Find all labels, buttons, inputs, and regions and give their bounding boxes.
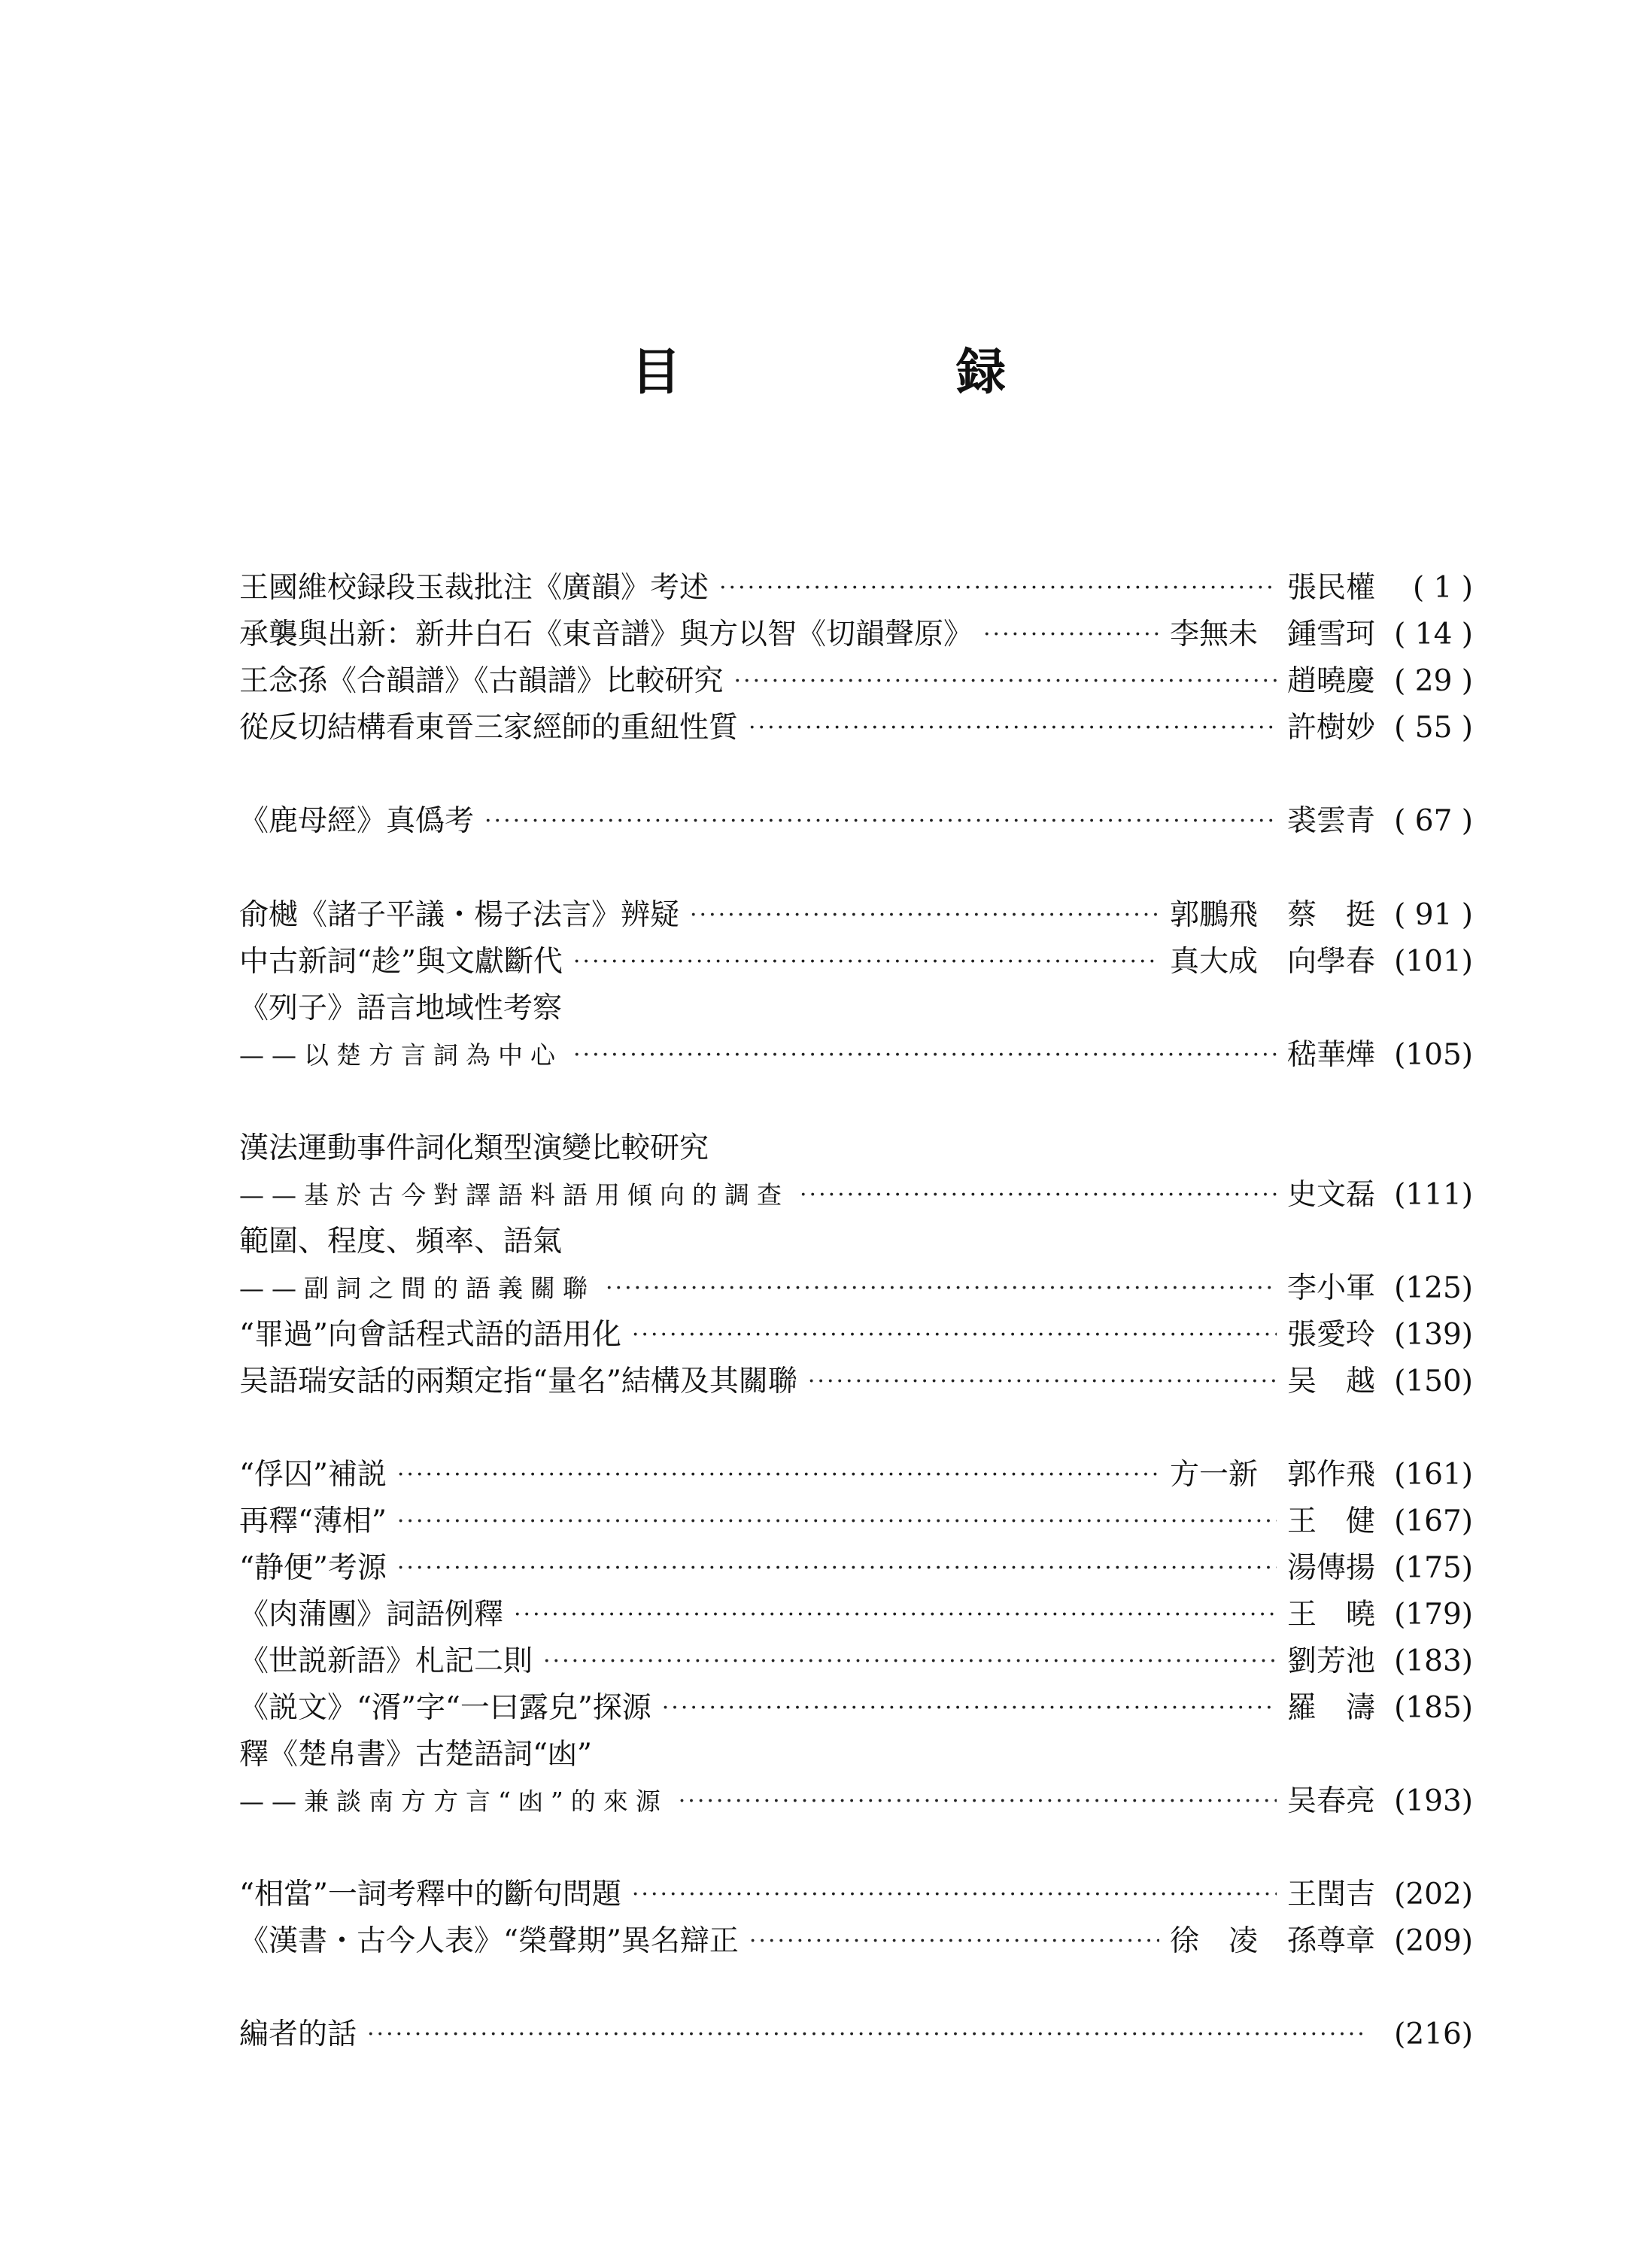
toc-entry[interactable] xyxy=(239,1872,1473,1918)
toc-entry-title-line[interactable] xyxy=(239,1219,1473,1265)
entry-page: (193) xyxy=(1394,1784,1473,1818)
dot-leader xyxy=(397,1545,1277,1592)
entry-page: ( 14 ) xyxy=(1394,618,1473,651)
entry-author: 趙曉慶 xyxy=(1286,664,1375,698)
entry-title: 再釋“薄相” xyxy=(239,1504,387,1538)
entry-author: 許樹妙 xyxy=(1286,711,1375,745)
entry-title: “罪過”向會話程式語的語用化 xyxy=(239,1318,621,1352)
entry-author: 李無未 鍾雪珂 xyxy=(1169,618,1375,651)
entry-title: 《鹿母經》真僞考 xyxy=(239,804,475,838)
entry-page: ( 55 ) xyxy=(1394,711,1473,745)
dot-leader xyxy=(719,565,1277,612)
toc-entry[interactable] xyxy=(239,705,1473,751)
toc-entry[interactable] xyxy=(239,612,1473,658)
toc-entry-title-line[interactable] xyxy=(239,1732,1473,1778)
entry-title: 中古新詞“趁”與文獻斷代 xyxy=(239,945,563,979)
entry-author: 方一新 郭作飛 xyxy=(1169,1458,1375,1492)
entry-author: 嵇華燁 xyxy=(1286,1038,1375,1072)
entry-page: (209) xyxy=(1394,1924,1473,1958)
entry-title: 《列子》語言地域性考察 xyxy=(239,991,563,1025)
dot-leader xyxy=(367,2011,1365,2058)
entry-page: ( 29 ) xyxy=(1394,664,1473,698)
toc-entry[interactable] xyxy=(239,1592,1473,1638)
dot-leader xyxy=(514,1592,1277,1638)
entry-subtitle: ——以楚方言詞為中心 xyxy=(239,1040,563,1070)
entry-author: 裘雲青 xyxy=(1286,804,1375,838)
dot-leader xyxy=(543,1638,1277,1685)
dot-leader xyxy=(397,1498,1277,1545)
toc-entry-title-line[interactable] xyxy=(239,1125,1473,1172)
toc-entry[interactable] xyxy=(239,658,1473,705)
dot-leader xyxy=(800,1172,1277,1219)
toc-entry[interactable] xyxy=(239,1359,1473,1405)
toc-entry[interactable] xyxy=(239,892,1473,939)
page-title: 目 録 xyxy=(631,343,1119,401)
toc-entry[interactable] xyxy=(239,798,1473,845)
entry-page: (125) xyxy=(1394,1271,1473,1305)
entry-author: 吴春亮 xyxy=(1286,1784,1375,1818)
entry-page: (216) xyxy=(1394,2018,1473,2051)
dot-leader xyxy=(606,1265,1277,1312)
entry-page: (185) xyxy=(1394,1691,1473,1725)
entry-title: 承襲與出新：新井白石《東音譜》與方以智《切韻聲原》 xyxy=(239,618,973,651)
toc-entry[interactable] xyxy=(239,1545,1473,1592)
entry-author: 王 健 xyxy=(1286,1504,1375,1538)
entry-page: (202) xyxy=(1394,1878,1473,1911)
entry-title: 王念孫《合韻譜》《古韻譜》比較研究 xyxy=(239,664,724,698)
toc-entry[interactable] xyxy=(239,1778,1473,1825)
entry-page: ( 67 ) xyxy=(1394,804,1473,838)
dot-leader xyxy=(983,612,1159,658)
entry-author: 徐 凌 孫尊章 xyxy=(1169,1924,1375,1958)
dot-leader xyxy=(632,1872,1277,1918)
entry-author: 真大成 向學春 xyxy=(1169,945,1375,979)
entry-page: (179) xyxy=(1394,1598,1473,1632)
toc-entry[interactable] xyxy=(239,1032,1473,1079)
entry-page: ( 1 ) xyxy=(1412,571,1473,605)
toc-entry[interactable] xyxy=(239,1498,1473,1545)
entry-author: 王 曉 xyxy=(1286,1598,1375,1632)
dot-leader xyxy=(749,1918,1159,1965)
dot-leader xyxy=(808,1359,1277,1405)
toc-entry[interactable] xyxy=(239,2011,1473,2058)
entry-author: 劉芳池 xyxy=(1286,1644,1375,1678)
toc-entry[interactable] xyxy=(239,565,1473,612)
toc-entry[interactable] xyxy=(239,1638,1473,1685)
dot-leader xyxy=(749,705,1277,751)
entry-title: “相當”一詞考釋中的斷句問題 xyxy=(239,1878,621,1911)
dot-leader xyxy=(734,658,1277,705)
toc-entry[interactable] xyxy=(239,1452,1473,1498)
entry-title: 範圍、程度、頻率、語氣 xyxy=(239,1225,563,1258)
dot-leader xyxy=(484,798,1277,845)
entry-title: 吴語瑞安話的兩類定指“量名”結構及其關聯 xyxy=(239,1365,797,1398)
entry-subtitle: ——兼談南方方言“凼”的來源 xyxy=(239,1787,668,1816)
entry-page: (183) xyxy=(1394,1644,1473,1678)
entry-author: 湯傳揚 xyxy=(1286,1551,1375,1585)
entry-page: ( 91 ) xyxy=(1394,898,1473,932)
toc-entry[interactable] xyxy=(239,939,1473,985)
entry-author: 王閏吉 xyxy=(1286,1878,1375,1911)
entry-subtitle: ——基於古今對譯語料語用傾向的調查 xyxy=(239,1180,789,1210)
toc-entry[interactable] xyxy=(239,1265,1473,1312)
toc-entry[interactable] xyxy=(239,1918,1473,1965)
entry-title: 從反切結構看東晉三家經師的重紐性質 xyxy=(239,711,739,745)
toc-entry[interactable] xyxy=(239,1172,1473,1219)
entry-title: 《説文》“湑”字“一曰露皃”探源 xyxy=(239,1691,651,1725)
dot-leader xyxy=(662,1685,1277,1732)
entry-title: 《世説新語》札記二則 xyxy=(239,1644,533,1678)
toc-entry[interactable] xyxy=(239,1312,1473,1359)
entry-page: (101) xyxy=(1394,945,1473,979)
dot-leader xyxy=(573,939,1159,985)
entry-author: 李小軍 xyxy=(1286,1271,1375,1305)
entry-title: 釋《楚帛書》古楚語詞“凼” xyxy=(239,1738,592,1772)
entry-title: 俞樾《諸子平議・楊子法言》辨疑 xyxy=(239,898,680,932)
entry-page: (105) xyxy=(1394,1038,1473,1072)
dot-leader xyxy=(679,1778,1277,1825)
entry-page: (139) xyxy=(1394,1318,1473,1352)
dot-leader xyxy=(573,1032,1277,1079)
entry-author: 張愛玲 xyxy=(1286,1318,1375,1352)
entry-page: (175) xyxy=(1394,1551,1473,1585)
entry-title: 《漢書・古今人表》“榮聲期”異名辯正 xyxy=(239,1924,739,1958)
entry-page: (161) xyxy=(1394,1458,1473,1492)
entry-title: 漢法運動事件詞化類型演變比較研究 xyxy=(239,1131,709,1165)
dot-leader xyxy=(690,892,1159,939)
toc-entry-title-line[interactable] xyxy=(239,985,1473,1032)
entry-title: 編者的話 xyxy=(239,2018,357,2051)
entry-page: (111) xyxy=(1394,1178,1473,1212)
entry-page: (167) xyxy=(1394,1504,1473,1538)
entry-title: “静便”考源 xyxy=(239,1551,387,1585)
entry-title: 王國維校録段玉裁批注《廣韻》考述 xyxy=(239,571,709,605)
entry-author: 史文磊 xyxy=(1286,1178,1375,1212)
entry-title: 《肉蒲團》詞語例釋 xyxy=(239,1598,504,1632)
toc-entry[interactable] xyxy=(239,1685,1473,1732)
dot-leader xyxy=(632,1312,1277,1359)
entry-author: 張民權 xyxy=(1286,571,1375,605)
entry-page: (150) xyxy=(1394,1365,1473,1398)
entry-title: “俘囚”補説 xyxy=(239,1458,387,1492)
entry-author: 郭鵬飛 蔡 挺 xyxy=(1169,898,1375,932)
dot-leader xyxy=(397,1452,1159,1498)
entry-author: 羅 濤 xyxy=(1286,1691,1375,1725)
entry-subtitle: ——副詞之間的語義關聯 xyxy=(239,1274,595,1303)
entry-author: 吴 越 xyxy=(1286,1365,1375,1398)
